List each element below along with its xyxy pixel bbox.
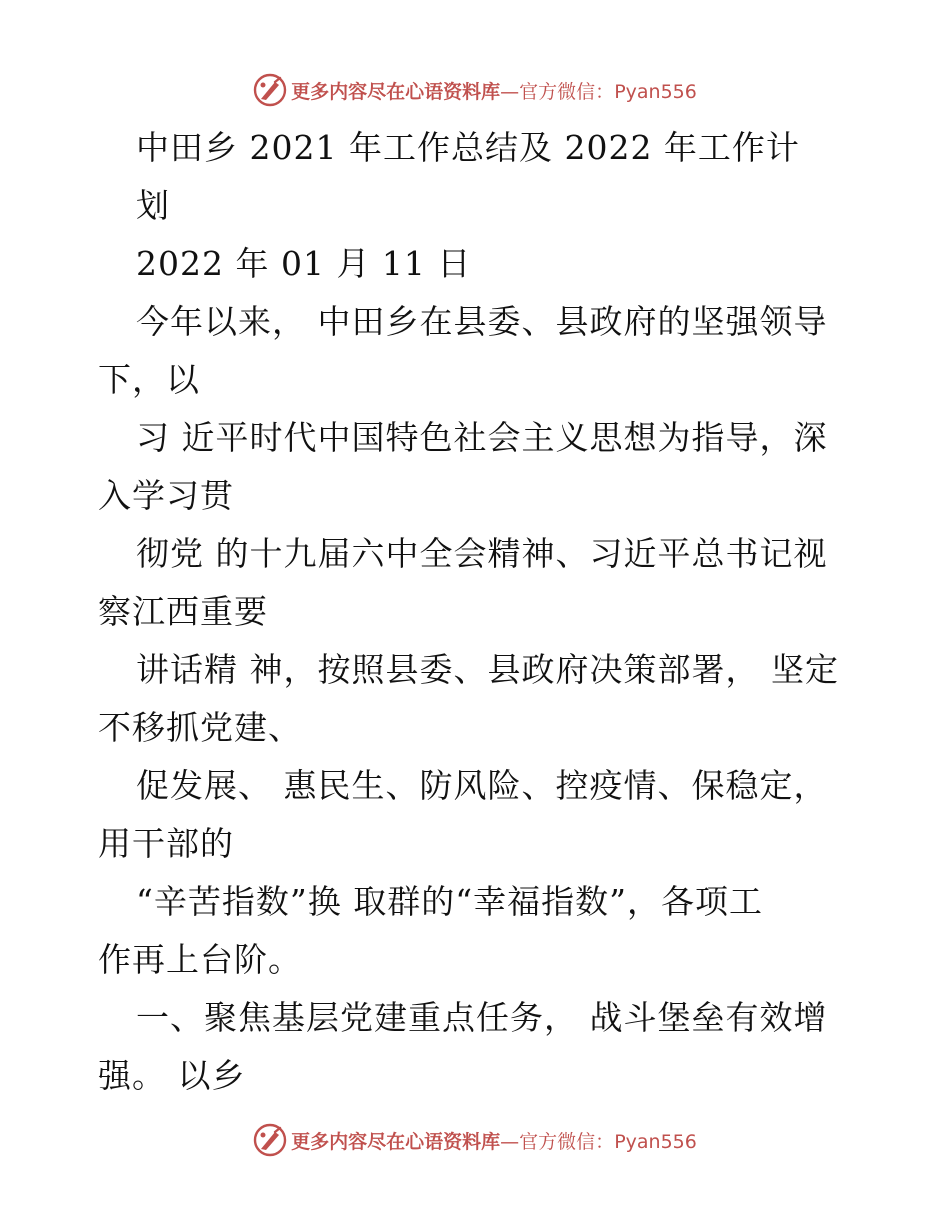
doc-section-heading-line: 强。 以乡 [98, 1056, 246, 1095]
doc-date: 2022 年 01 月 11 日 [136, 244, 472, 283]
doc-paragraph-line: 今年以来， 中田乡在县委、县政府的坚强领导 [136, 302, 828, 341]
watermark-site-text: 更多内容尽在心语资料库 [291, 80, 501, 103]
quill-logo-icon [253, 1123, 287, 1157]
watermark-account: Pyan556 [614, 80, 697, 103]
doc-paragraph-line: 察江西重要 [98, 592, 268, 631]
doc-paragraph-line: 习 近平时代中国特色社会主义思想为指导，深 [136, 418, 828, 457]
watermark-dash: — [500, 80, 520, 103]
doc-paragraph-line: 下，以 [98, 360, 200, 399]
doc-title-line-1: 中田乡 2021 年工作总结及 2022 年工作计 [136, 128, 800, 167]
watermark-site-text: 更多内容尽在心语资料库 [291, 1130, 501, 1153]
doc-paragraph-line: “辛苦指数”换 取群的“幸福指数”，各项工 [136, 882, 763, 921]
header-watermark [0, 70, 950, 110]
doc-paragraph-line: 作再上台阶。 [98, 940, 302, 979]
watermark-dash: — [500, 1130, 520, 1153]
doc-paragraph-line: 彻党 的十九届六中全会精神、习近平总书记视 [136, 534, 828, 573]
doc-paragraph-line: 用干部的 [98, 824, 234, 863]
doc-paragraph-line: 讲话精 神，按照县委、县政府决策部署， 坚定 [136, 650, 839, 689]
doc-section-heading-line: 一、聚焦基层党建重点任务， 战斗堡垒有效增 [136, 998, 828, 1037]
watermark-wechat-label: 官方微信： [519, 80, 615, 103]
watermark-text [291, 1127, 697, 1154]
doc-title-line-2: 划 [136, 186, 170, 225]
watermark-text [291, 77, 697, 104]
doc-paragraph-line: 入学习贯 [98, 476, 234, 515]
doc-paragraph-line: 促发展、 惠民生、防风险、控疫情、保稳定， [136, 766, 828, 805]
watermark-account: Pyan556 [614, 1130, 697, 1153]
doc-paragraph-line: 不移抓党建、 [98, 708, 302, 747]
watermark-wechat-label: 官方微信： [519, 1130, 615, 1153]
quill-logo-icon [253, 73, 287, 107]
footer-watermark [0, 1120, 950, 1160]
